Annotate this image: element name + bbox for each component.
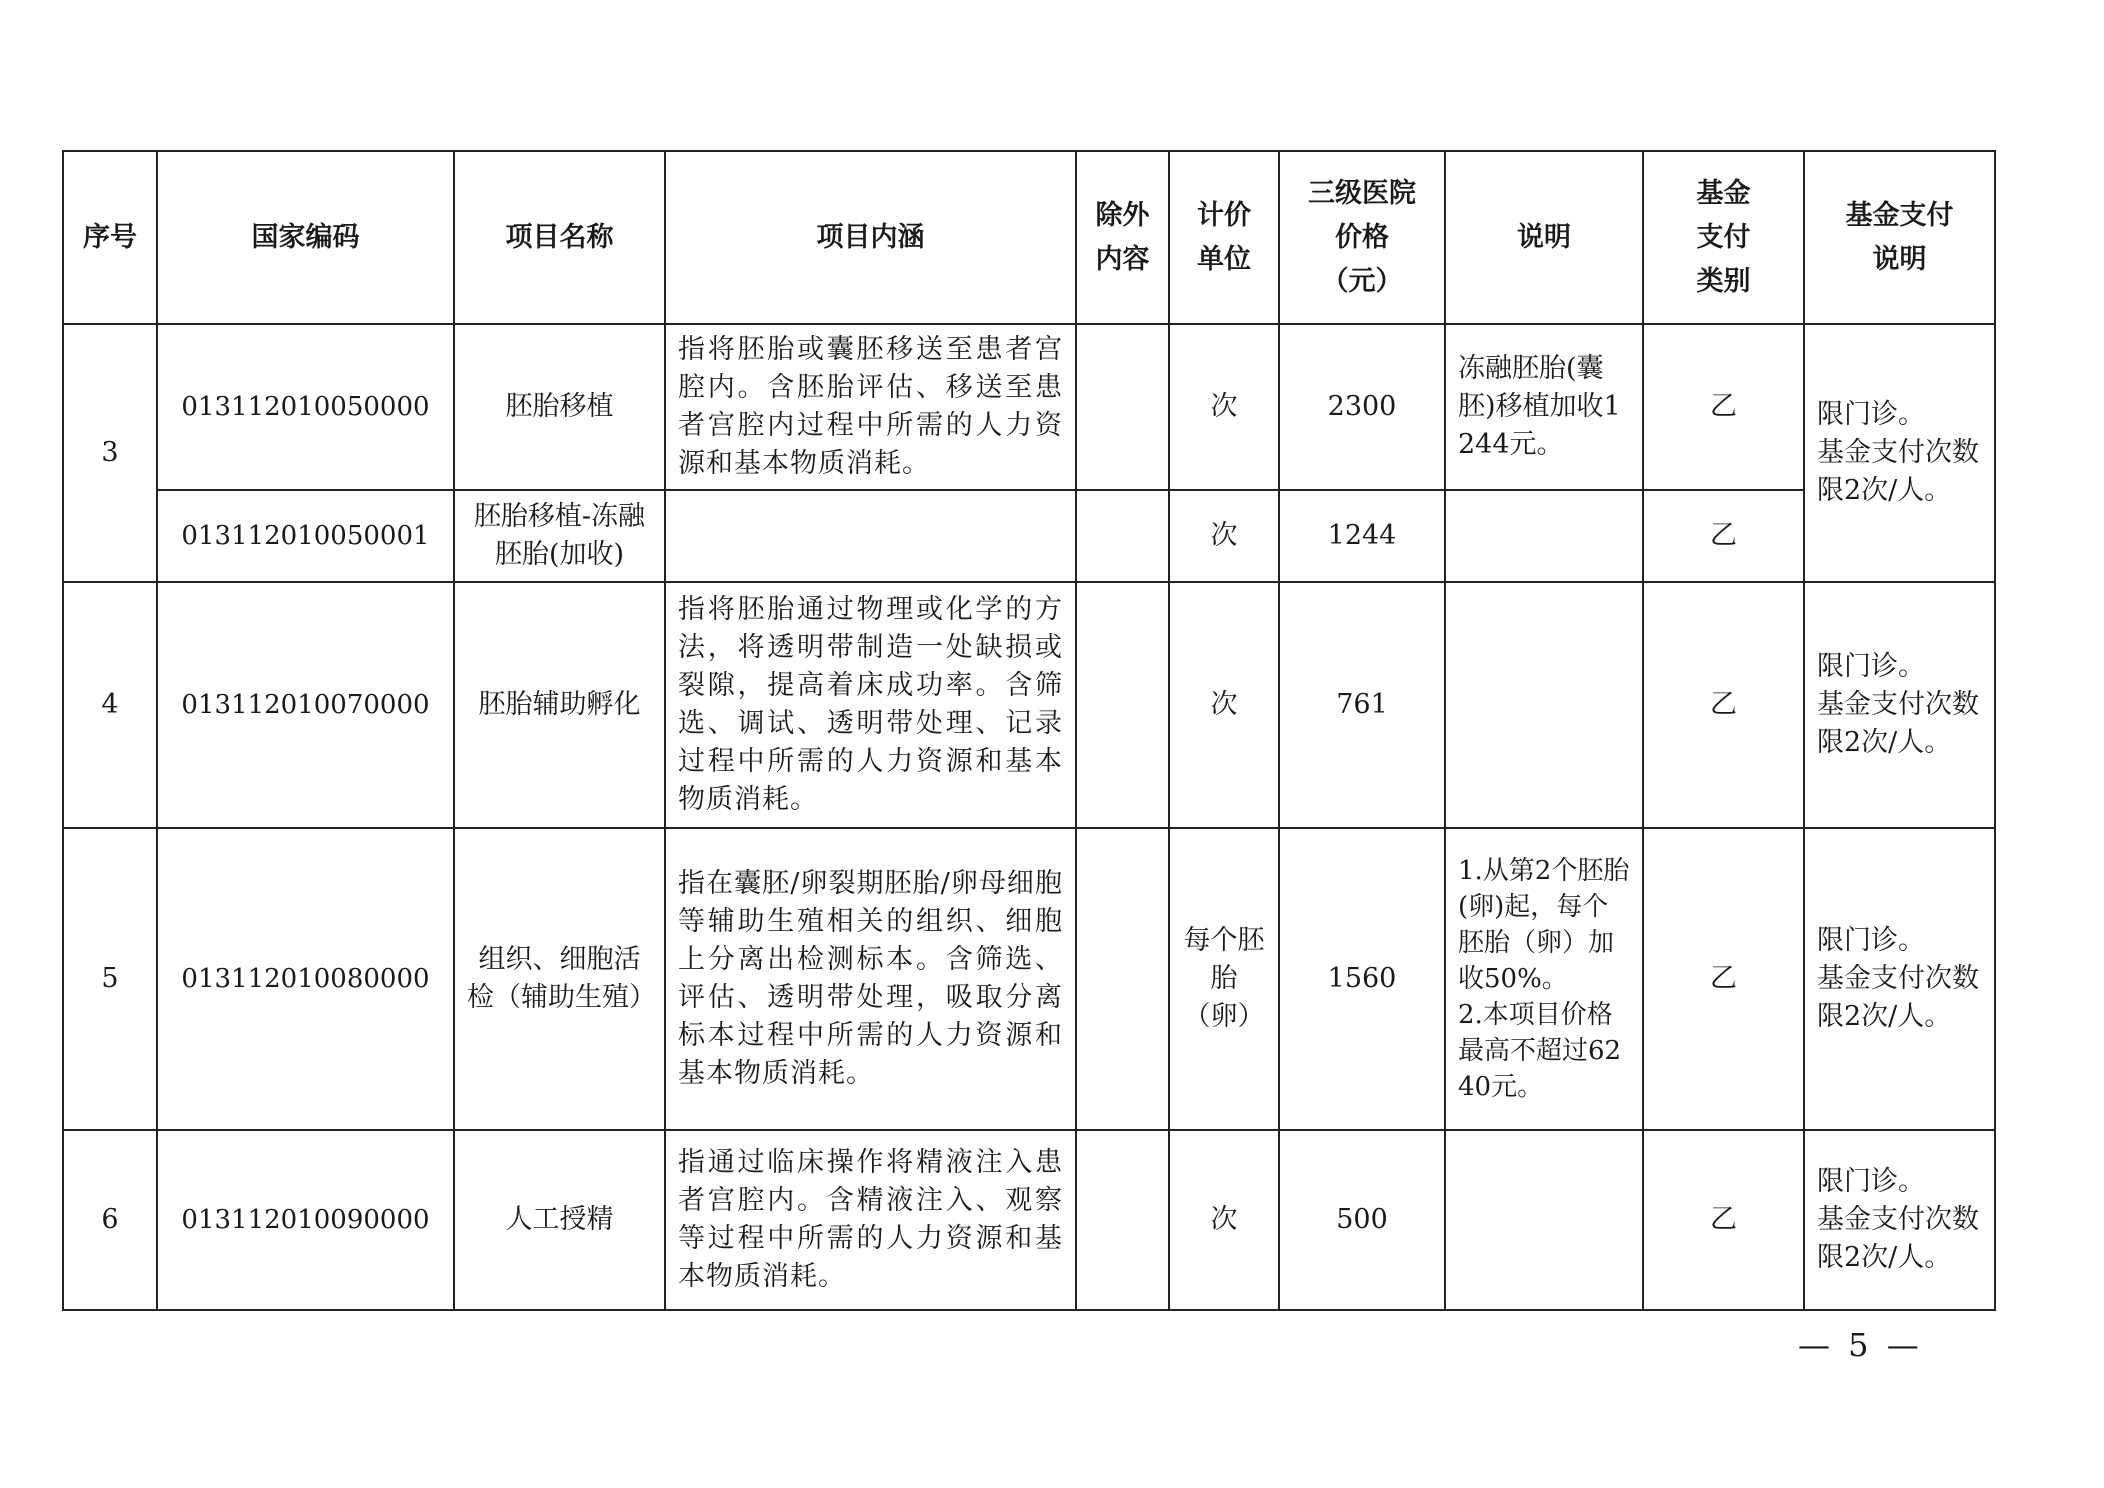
header-price: 三级医院 价格 （元） bbox=[1279, 151, 1445, 324]
cell-code: 013112010050001 bbox=[157, 490, 454, 582]
cell-price: 1244 bbox=[1279, 490, 1445, 582]
header-row bbox=[63, 151, 1995, 324]
cell-name: 胚胎辅助孵化 bbox=[454, 582, 665, 828]
cell-name: 人工授精 bbox=[454, 1130, 665, 1310]
cell-code: 013112010080000 bbox=[157, 828, 454, 1130]
cell-note bbox=[1445, 490, 1643, 582]
cell-unit: 次 bbox=[1169, 490, 1279, 582]
cell-code: 013112010090000 bbox=[157, 1130, 454, 1310]
cell-excluded bbox=[1076, 828, 1169, 1130]
cell-unit: 每个胚胎（卵） bbox=[1169, 828, 1279, 1130]
header-excluded: 除外 内容 bbox=[1076, 151, 1169, 324]
price-table bbox=[62, 150, 1996, 1311]
cell-name: 胚胎移植 bbox=[454, 324, 665, 490]
cell-fund-note: 限门诊。 基金支付次数限2次/人。 bbox=[1804, 1130, 1995, 1310]
cell-unit: 次 bbox=[1169, 1130, 1279, 1310]
page-number: — 5 — bbox=[1798, 1326, 1923, 1364]
cell-note: 冻融胚胎(囊胚)移植加收1244元。 bbox=[1445, 324, 1643, 490]
cell-content: 指在囊胚/卵裂期胚胎/卵母细胞等辅助生殖相关的组织、细胞上分离出检测标本。含筛选、评估、透明带处理，吸取分离标本过程中所需的人力资源和基本物质消耗。 bbox=[665, 828, 1076, 1130]
cell-seq: 4 bbox=[63, 582, 157, 828]
cell-fund-type: 乙 bbox=[1643, 1130, 1804, 1310]
cell-excluded bbox=[1076, 324, 1169, 490]
header-unit: 计价 单位 bbox=[1169, 151, 1279, 324]
table-row bbox=[63, 324, 1995, 490]
table-row bbox=[63, 582, 1995, 828]
cell-fund-note: 限门诊。 基金支付次数限2次/人。 bbox=[1804, 324, 1995, 582]
cell-fund-type: 乙 bbox=[1643, 828, 1804, 1130]
header-fund-type: 基金 支付 类别 bbox=[1643, 151, 1804, 324]
cell-content: 指将胚胎通过物理或化学的方法，将透明带制造一处缺损或裂隙，提高着床成功率。含筛选、调试、透明带处理、记录过程中所需的人力资源和基本物质消耗。 bbox=[665, 582, 1076, 828]
cell-price: 761 bbox=[1279, 582, 1445, 828]
cell-name: 组织、细胞活检（辅助生殖） bbox=[454, 828, 665, 1130]
cell-unit: 次 bbox=[1169, 582, 1279, 828]
cell-unit: 次 bbox=[1169, 324, 1279, 490]
table-row bbox=[63, 828, 1995, 1130]
table-row bbox=[63, 490, 1995, 582]
cell-fund-note: 限门诊。 基金支付次数限2次/人。 bbox=[1804, 828, 1995, 1130]
header-seq: 序号 bbox=[63, 151, 157, 324]
header-name: 项目名称 bbox=[454, 151, 665, 324]
cell-content: 指通过临床操作将精液注入患者宫腔内。含精液注入、观察等过程中所需的人力资源和基本物质消耗。 bbox=[665, 1130, 1076, 1310]
cell-note: 1.从第2个胚胎(卵)起，每个胚胎（卵）加收50%。 2.本项目价格最高不超过6240元。 bbox=[1445, 828, 1643, 1130]
cell-seq: 3 bbox=[63, 324, 157, 582]
cell-seq: 5 bbox=[63, 828, 157, 1130]
cell-name: 胚胎移植-冻融胚胎(加收) bbox=[454, 490, 665, 582]
cell-excluded bbox=[1076, 1130, 1169, 1310]
cell-fund-note: 限门诊。 基金支付次数限2次/人。 bbox=[1804, 582, 1995, 828]
cell-fund-type: 乙 bbox=[1643, 324, 1804, 490]
cell-note bbox=[1445, 582, 1643, 828]
cell-price: 1560 bbox=[1279, 828, 1445, 1130]
cell-content bbox=[665, 490, 1076, 582]
cell-fund-type: 乙 bbox=[1643, 490, 1804, 582]
cell-fund-type: 乙 bbox=[1643, 582, 1804, 828]
cell-code: 013112010050000 bbox=[157, 324, 454, 490]
cell-excluded bbox=[1076, 582, 1169, 828]
cell-seq: 6 bbox=[63, 1130, 157, 1310]
header-fund-note: 基金支付 说明 bbox=[1804, 151, 1995, 324]
header-note: 说明 bbox=[1445, 151, 1643, 324]
cell-price: 2300 bbox=[1279, 324, 1445, 490]
cell-code: 013112010070000 bbox=[157, 582, 454, 828]
header-content: 项目内涵 bbox=[665, 151, 1076, 324]
header-code: 国家编码 bbox=[157, 151, 454, 324]
cell-price: 500 bbox=[1279, 1130, 1445, 1310]
cell-content: 指将胚胎或囊胚移送至患者宫腔内。含胚胎评估、移送至患者宫腔内过程中所需的人力资源和基本物质消耗。 bbox=[665, 324, 1076, 490]
cell-note bbox=[1445, 1130, 1643, 1310]
cell-excluded bbox=[1076, 490, 1169, 582]
table-row bbox=[63, 1130, 1995, 1310]
